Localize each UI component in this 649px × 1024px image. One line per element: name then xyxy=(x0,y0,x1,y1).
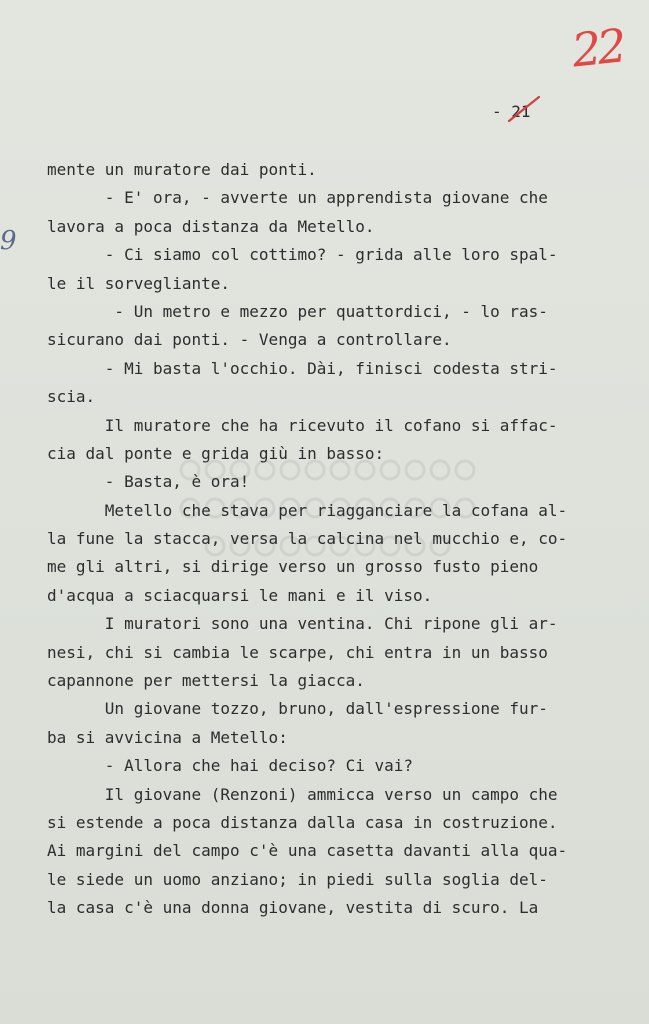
strike-mark-icon xyxy=(505,94,543,124)
text-line: - Un metro e mezzo per quattordici, - lo ras- xyxy=(47,301,548,321)
text-line: le siede un uomo anziano; in piedi sulla soglia del- xyxy=(47,869,548,889)
text-line: - Mi basta l'occhio. Dài, finisci codesta stri- xyxy=(47,358,558,378)
text-line: - Basta, è ora! xyxy=(47,472,250,492)
text-line: capannone per mettersi la giacca. xyxy=(47,671,365,691)
text-line: me gli altri, si dirige verso un grosso fusto pieno xyxy=(47,557,539,577)
text-line: lavora a poca distanza da Metello. xyxy=(47,216,375,236)
text-line: sicurano dai ponti. - Venga a controllare. xyxy=(47,330,452,350)
text-line: d'acqua a sciacquarsi le mani e il viso. xyxy=(47,585,433,605)
text-line: I muratori sono una ventina. Chi ripone gli ar- xyxy=(47,614,558,634)
text-line: ba si avvicina a Metello: xyxy=(47,727,288,747)
text-line: la fune la stacca, versa la calcina nel mucchio e, co- xyxy=(47,529,568,549)
text-line: - E' ora, - avverte un apprendista giovane che xyxy=(47,188,548,208)
text-line: Il giovane (Renzoni) ammicca verso un campo che xyxy=(47,784,558,804)
text-line: mente un muratore dai ponti. xyxy=(47,160,317,179)
text-line: Metello che stava per riagganciare la cofana al- xyxy=(47,500,568,520)
text-line: - Ci siamo col cottimo? - grida alle loro spal- xyxy=(47,245,558,265)
page-number: - 21 xyxy=(492,102,531,121)
archive-page-number: 22 xyxy=(569,18,626,78)
text-line: Un giovane tozzo, bruno, dall'espressione fur- xyxy=(47,699,548,719)
text-line: - Allora che hai deciso? Ci vai? xyxy=(47,756,414,776)
text-line: nesi, chi si cambia le scarpe, chi entra in un basso xyxy=(47,642,548,662)
text-line: scia. xyxy=(47,387,96,407)
text-line: cia dal ponte e grida giù in basso: xyxy=(47,443,385,463)
text-line: Ai margini del campo c'è una casetta davanti alla qua- xyxy=(47,841,568,861)
text-line: Il muratore che ha ricevuto il cofano si affac- xyxy=(47,415,558,435)
text-line: la casa c'è una donna giovane, vestita di scuro. La xyxy=(47,898,539,918)
text-line: le il sorvegliante. xyxy=(47,273,231,293)
typewritten-text xyxy=(47,156,587,923)
margin-pencil-mark: 9 xyxy=(0,226,17,256)
text-line: si estende a poca distanza dalla casa in costruzione. xyxy=(47,812,558,832)
